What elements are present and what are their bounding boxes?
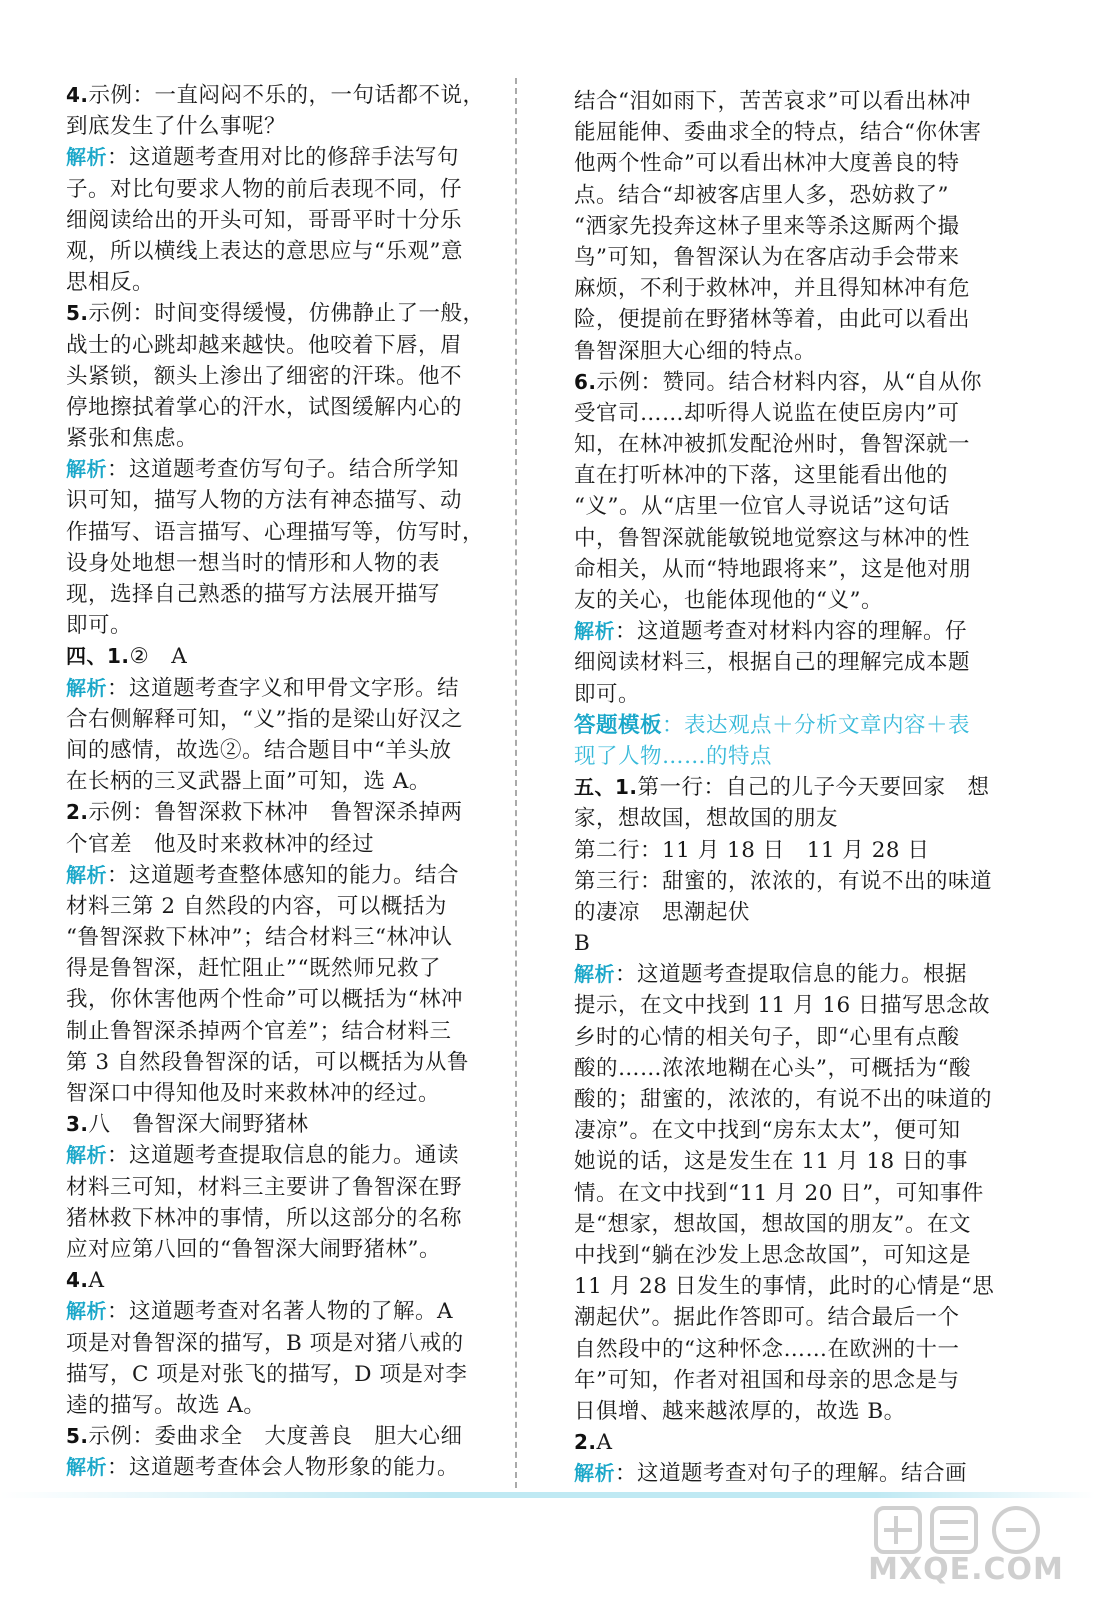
analysis-label: 解析 bbox=[574, 619, 615, 644]
answer-template-text: 现了人物……的特点 bbox=[574, 743, 773, 769]
text-line bbox=[574, 180, 1004, 211]
text-line bbox=[66, 142, 496, 173]
line-text: 材料三第 2 自然段的内容，可以概括为 bbox=[66, 893, 447, 919]
line-text: 凄凉”。在文中找到“房东太太”，便可知 bbox=[574, 1118, 961, 1144]
text-line bbox=[574, 1240, 1004, 1271]
text-line bbox=[66, 330, 496, 361]
text-line bbox=[574, 117, 1004, 148]
text-line bbox=[66, 1296, 496, 1327]
line-text: ：这道题考查提取信息的能力。根据 bbox=[615, 962, 968, 988]
line-text: “鲁智深救下林冲”；结合材料三“林冲认 bbox=[66, 925, 453, 951]
text-line bbox=[66, 423, 496, 454]
analysis-label: 解析 bbox=[66, 675, 107, 700]
line-text: 制止鲁智深杀掉两个官差”；结合材料三 bbox=[66, 1018, 452, 1044]
line-text: “洒家先投奔这林子里来等杀这厮两个撮 bbox=[574, 213, 960, 239]
line-text: ：这道题考查整体感知的能力。结合 bbox=[107, 862, 460, 888]
line-text: ：这道题考查提取信息的能力。通读 bbox=[107, 1143, 460, 1169]
text-line bbox=[574, 1084, 1004, 1115]
text-line bbox=[66, 735, 496, 766]
watermark-emblem-icon bbox=[866, 1500, 1066, 1560]
column-divider bbox=[515, 78, 517, 1488]
text-line bbox=[66, 1421, 496, 1452]
line-text: 示例：一直闷闷不乐的，一句话都不说， bbox=[88, 83, 485, 108]
line-text: 情。在文中找到“11 月 20 日”，可知事件 bbox=[574, 1180, 984, 1206]
text-line bbox=[574, 990, 1004, 1021]
line-text: 战士的心跳却越来越快。他咬着下唇，眉 bbox=[66, 332, 463, 358]
line-text: B bbox=[574, 931, 591, 957]
question-number: 6. bbox=[574, 369, 597, 394]
line-text: 即可。 bbox=[66, 613, 133, 639]
text-line bbox=[66, 641, 496, 672]
line-text: 在长柄的三叉武器上面”可知，选 A。 bbox=[66, 769, 431, 795]
watermark-text: MXQE.COM bbox=[868, 1552, 1064, 1587]
line-text: 她说的话，这是发生在 11 月 18 日的事 bbox=[574, 1149, 969, 1175]
text-line bbox=[66, 610, 496, 641]
line-text: 停地擦拭着掌心的汗水，试图缓解内心的 bbox=[66, 394, 463, 420]
question-number: 3. bbox=[66, 1112, 89, 1137]
answer-template-text: ：表达观点＋分析文章内容＋表 bbox=[662, 712, 971, 738]
line-text: 得是鲁智深，赶忙阻止”“既然师兄救了 bbox=[66, 956, 441, 982]
analysis-label: 解析 bbox=[66, 1143, 107, 1168]
text-line bbox=[66, 1140, 496, 1171]
line-text: 观，所以横线上表达的意思应与“乐观”意 bbox=[66, 238, 463, 264]
text-line bbox=[574, 1178, 1004, 1209]
line-text: 能屈能伸、委曲求全的特点，结合“你休害 bbox=[574, 120, 982, 146]
line-text: 识可知，描写人物的方法有神态描写、动 bbox=[66, 488, 463, 514]
text-line bbox=[66, 766, 496, 797]
text-line bbox=[66, 579, 496, 610]
line-text: 作描写、语言描写、心理描写等，仿写时， bbox=[66, 519, 485, 545]
line-text: ：这道题考查对句子的理解。结合画 bbox=[615, 1461, 968, 1487]
line-text: A bbox=[88, 1268, 105, 1294]
text-line bbox=[66, 298, 496, 329]
line-text: ：这道题考查对材料内容的理解。仔 bbox=[615, 619, 968, 645]
line-text: 应对应第八回的“鲁智深大闹野猪林”。 bbox=[66, 1236, 441, 1262]
line-text: 即可。 bbox=[574, 681, 641, 707]
line-text: 自然段中的“这种怀念……在欧洲的十一 bbox=[574, 1336, 960, 1362]
text-line bbox=[574, 86, 1004, 117]
line-text: 他两个性命”可以看出林冲大度善良的特 bbox=[574, 151, 960, 177]
line-text: 细阅读材料三，根据自己的理解完成本题 bbox=[574, 650, 971, 676]
line-text: 中，鲁智深就能敏锐地觉察这与林冲的性 bbox=[574, 525, 971, 551]
line-text: 子。对比句要求人物的前后表现不同，仔 bbox=[66, 176, 463, 202]
text-line bbox=[574, 835, 1004, 866]
analysis-label: 解析 bbox=[66, 457, 107, 482]
text-line bbox=[574, 367, 1004, 398]
line-text: 到底发生了什么事呢？ bbox=[66, 114, 287, 140]
question-number: 1. bbox=[615, 775, 638, 800]
line-text: 示例：时间变得缓慢，仿佛静止了一般， bbox=[88, 301, 485, 327]
text-line bbox=[574, 1209, 1004, 1240]
line-text: 年”可知，作者对祖国和母亲的思念是与 bbox=[574, 1367, 960, 1393]
question-number: 4. bbox=[66, 83, 89, 107]
text-line bbox=[574, 585, 1004, 616]
line-text: 个官差 他及时来救林冲的经过 bbox=[66, 831, 375, 857]
line-text: 我，你休害他两个性命”可以概括为“林冲 bbox=[66, 987, 463, 1013]
text-line bbox=[574, 710, 1004, 741]
line-text: 日俱增、越来越浓厚的，故选 B。 bbox=[574, 1398, 906, 1424]
text-line bbox=[574, 1302, 1004, 1333]
question-number: 5. bbox=[66, 1424, 89, 1449]
question-number: 4. bbox=[66, 1268, 89, 1293]
line-text: ② A bbox=[129, 644, 188, 670]
text-line bbox=[574, 242, 1004, 273]
text-line bbox=[66, 1172, 496, 1203]
line-text: 紧张和焦虑。 bbox=[66, 426, 199, 452]
line-text: 第 3 自然段鲁智深的话，可以概括为从鲁 bbox=[66, 1049, 469, 1075]
line-text: 示例：赞同。结合材料内容，从“自从你 bbox=[596, 369, 983, 395]
line-text: 材料三可知，材料三主要讲了鲁智深在野 bbox=[66, 1174, 463, 1200]
text-line bbox=[574, 304, 1004, 335]
line-text: 麻烦，不利于救林冲，并且得知林冲有危 bbox=[574, 276, 971, 302]
text-line bbox=[66, 1328, 496, 1359]
line-text: 受官司……却听得人说监在使臣房内”可 bbox=[574, 400, 960, 426]
line-text: 鲁智深胆大心细的特点。 bbox=[574, 338, 817, 364]
text-line bbox=[574, 772, 1004, 803]
text-line bbox=[574, 1334, 1004, 1365]
line-text: 的凄凉 思潮起伏 bbox=[574, 899, 751, 925]
text-line bbox=[574, 460, 1004, 491]
text-line bbox=[66, 673, 496, 704]
text-line bbox=[574, 429, 1004, 460]
text-line bbox=[574, 1365, 1004, 1396]
text-line bbox=[574, 616, 1004, 647]
text-line bbox=[66, 361, 496, 392]
text-line bbox=[66, 485, 496, 516]
text-line bbox=[574, 398, 1004, 429]
text-line bbox=[574, 1053, 1004, 1084]
analysis-label: 解析 bbox=[66, 1455, 107, 1480]
text-line bbox=[574, 1146, 1004, 1177]
line-text: ：这道题考查体会人物形象的能力。 bbox=[107, 1455, 460, 1481]
analysis-label: 解析 bbox=[66, 1299, 107, 1324]
section-number: 五、 bbox=[574, 775, 615, 800]
text-line bbox=[66, 454, 496, 485]
text-line bbox=[574, 148, 1004, 179]
text-line bbox=[66, 80, 496, 111]
line-text: 命相关，从而“特地跟将来”，这是他对朋 bbox=[574, 556, 971, 582]
line-text: 11 月 28 日发生的事情，此时的心情是“思 bbox=[574, 1274, 995, 1300]
line-text: 智深口中得知他及时来救林冲的经过。 bbox=[66, 1081, 441, 1106]
line-text: ：这道题考查字义和甲骨文字形。结 bbox=[107, 675, 460, 701]
text-line bbox=[66, 797, 496, 828]
text-line bbox=[66, 517, 496, 548]
text-line bbox=[574, 803, 1004, 834]
text-line bbox=[574, 1458, 1004, 1489]
text-line bbox=[574, 554, 1004, 585]
text-line bbox=[66, 236, 496, 267]
line-text: 思相反。 bbox=[66, 270, 155, 296]
text-line bbox=[66, 953, 496, 984]
text-line bbox=[574, 1396, 1004, 1427]
text-line bbox=[66, 548, 496, 579]
line-text: 知，在林冲被抓发配沧州时，鲁智深就一 bbox=[574, 432, 971, 458]
line-text: 第三行：甜蜜的，浓浓的，有说不出的味道 bbox=[574, 868, 993, 894]
section-number: 四、 bbox=[66, 644, 107, 669]
line-text: 八 鲁智深大闹野猪林 bbox=[88, 1112, 309, 1138]
text-line bbox=[66, 1047, 496, 1078]
line-text: 细阅读给出的开头可知，哥哥平时十分乐 bbox=[66, 207, 463, 233]
text-line bbox=[574, 1271, 1004, 1302]
text-line bbox=[66, 891, 496, 922]
line-text: 直在打听林冲的下落，这里能看出他的 bbox=[574, 463, 949, 489]
text-line bbox=[66, 829, 496, 860]
text-line bbox=[66, 174, 496, 205]
question-number: 5. bbox=[66, 301, 89, 326]
text-line bbox=[574, 647, 1004, 678]
text-line bbox=[574, 679, 1004, 710]
line-text: 提示，在文中找到 11 月 16 日描写思念故 bbox=[574, 993, 991, 1019]
text-line bbox=[66, 1265, 496, 1296]
text-line bbox=[66, 1109, 496, 1140]
line-text: 第一行：自己的儿子今天要回家 想 bbox=[637, 775, 990, 801]
line-text: 示例：委曲求全 大度善良 胆大心细 bbox=[88, 1424, 463, 1450]
question-number: 2. bbox=[66, 800, 89, 825]
analysis-label: 解析 bbox=[66, 862, 107, 887]
text-line bbox=[66, 1359, 496, 1390]
text-line bbox=[574, 1022, 1004, 1053]
line-text: ：这道题考查仿写句子。结合所学知 bbox=[107, 457, 460, 483]
answer-template-label: 答题模板 bbox=[574, 712, 663, 738]
line-text: 设身处地想一想当时的情形和人物的表 bbox=[66, 550, 441, 576]
line-text: 友的关心，也能体现他的“义”。 bbox=[574, 588, 883, 613]
line-text: 是“想家，想故国，想故国的朋友”。在文 bbox=[574, 1211, 971, 1237]
line-text: A bbox=[596, 1430, 613, 1456]
question-number: 2. bbox=[574, 1430, 597, 1455]
line-text: 中找到“躺在沙发上思念故国”，可知这是 bbox=[574, 1242, 971, 1268]
text-line bbox=[66, 267, 496, 298]
line-text: 逵的描写。故选 A。 bbox=[66, 1392, 266, 1418]
watermark-logo bbox=[866, 1500, 1066, 1596]
line-text: 示例：鲁智深救下林冲 鲁智深杀掉两 bbox=[88, 800, 463, 826]
text-line bbox=[66, 704, 496, 735]
text-line bbox=[66, 392, 496, 423]
line-text: 项是对鲁智深的描写，B 项是对猪八戒的 bbox=[66, 1330, 464, 1356]
line-text: ：这道题考查对名著人物的了解。A bbox=[107, 1299, 454, 1325]
text-line bbox=[66, 1203, 496, 1234]
text-line bbox=[574, 273, 1004, 304]
text-line bbox=[574, 211, 1004, 242]
line-text: 头紧锁，额头上渗出了细密的汗珠。他不 bbox=[66, 363, 463, 389]
text-line bbox=[66, 111, 496, 142]
line-text: 合右侧解释可知，“义”指的是梁山好汉之 bbox=[66, 706, 463, 732]
line-text: 第二行：11 月 18 日 11 月 28 日 bbox=[574, 837, 930, 863]
text-line bbox=[574, 491, 1004, 522]
text-line bbox=[66, 205, 496, 236]
text-line bbox=[574, 897, 1004, 928]
footer-band bbox=[0, 1492, 1095, 1498]
line-text: 酸的；甜蜜的，浓浓的，有说不出的味道的 bbox=[574, 1087, 993, 1112]
text-line bbox=[574, 336, 1004, 367]
line-text: 家，想故国，想故国的朋友 bbox=[574, 806, 839, 832]
line-text: 酸的……浓浓地糊在心头”，可概括为“酸 bbox=[574, 1055, 971, 1081]
line-text: 险，便提前在野猪林等着，由此可以看出 bbox=[574, 307, 971, 333]
line-text: 描写，C 项是对张飞的描写，D 项是对李 bbox=[66, 1361, 468, 1387]
left-column bbox=[66, 80, 496, 1483]
text-line bbox=[66, 1452, 496, 1483]
line-text: 乡时的心情的相关句子，即“心里有点酸 bbox=[574, 1024, 960, 1050]
text-line bbox=[66, 1390, 496, 1421]
line-text: 猪林救下林冲的事情，所以这部分的名称 bbox=[66, 1205, 463, 1231]
line-text: “义”。从“店里一位官人寻说话”这句话 bbox=[574, 494, 950, 520]
text-line bbox=[66, 984, 496, 1015]
text-line bbox=[574, 959, 1004, 990]
text-line bbox=[66, 1016, 496, 1047]
line-text: ：这道题考查用对比的修辞手法写句 bbox=[107, 145, 460, 171]
text-line bbox=[574, 741, 1004, 772]
text-line bbox=[66, 1078, 496, 1109]
text-line bbox=[66, 1234, 496, 1265]
line-text: 间的感情，故选②。结合题目中“羊头放 bbox=[66, 737, 452, 763]
analysis-label: 解析 bbox=[574, 1461, 615, 1486]
line-text: 点。结合“却被客店里人多，恐妨救了” bbox=[574, 182, 949, 208]
text-line bbox=[574, 866, 1004, 897]
text-line bbox=[574, 928, 1004, 959]
line-text: 潮起伏”。据此作答即可。结合最后一个 bbox=[574, 1305, 960, 1331]
line-text: 结合“泪如雨下，苦苦哀求”可以看出林冲 bbox=[574, 89, 971, 114]
analysis-label: 解析 bbox=[574, 962, 615, 987]
text-line bbox=[66, 922, 496, 953]
question-number: 1. bbox=[107, 644, 130, 669]
right-column bbox=[574, 86, 1004, 1489]
text-line bbox=[574, 523, 1004, 554]
text-line bbox=[574, 1115, 1004, 1146]
text-line bbox=[66, 860, 496, 891]
line-text: 鸟”可知，鲁智深认为在客店动手会带来 bbox=[574, 244, 960, 270]
line-text: 现，选择自己熟悉的描写方法展开描写 bbox=[66, 582, 441, 607]
text-line bbox=[574, 1427, 1004, 1458]
analysis-label: 解析 bbox=[66, 145, 107, 170]
